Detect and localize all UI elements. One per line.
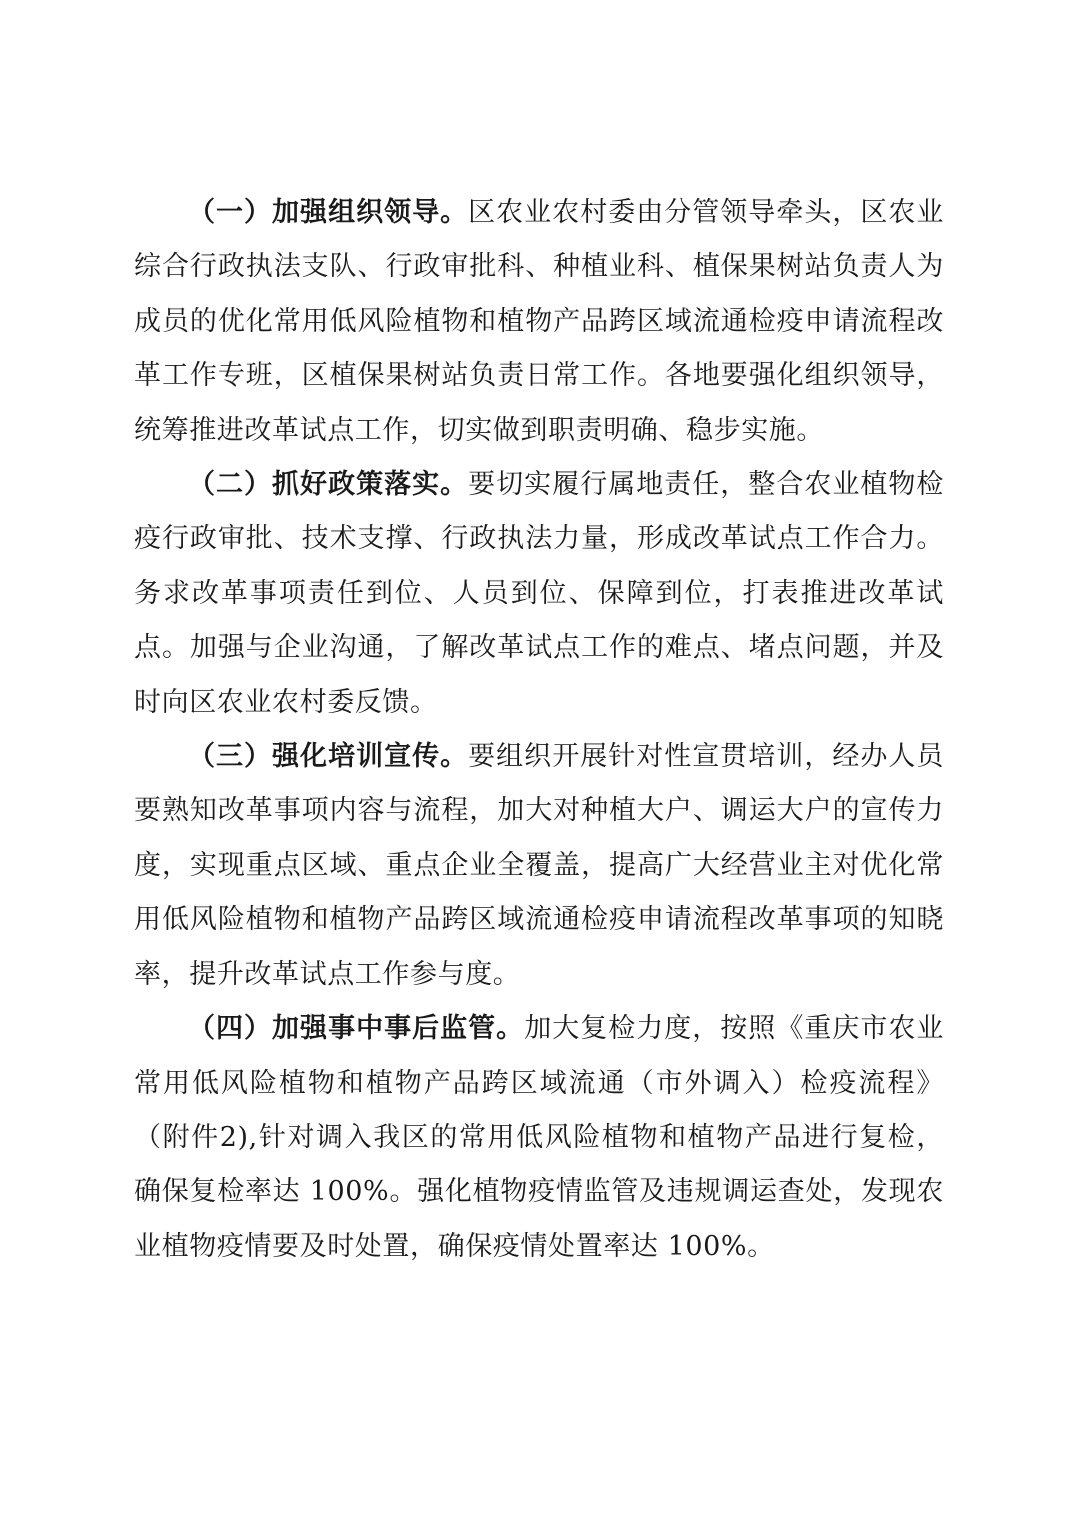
- section-heading-1: （一）加强组织领导。: [188, 197, 469, 228]
- section-heading-4: （四）加强事中事后监管。: [188, 1013, 525, 1045]
- section-heading-3: （三）强化培训宣传。: [188, 741, 469, 773]
- section-body-4: 加大复检力度，按照《重庆市农业常用低风险植物和植物产品跨区域流通（市外调入）检疫流程》（附件2),针对调入我区的常用低风险植物和植物产品进行复检，确保复检率达 100%。强化植物疫情监管及违规调运查处，发现农业植物疫情要及时处置，确保疫情处置率达 100%。: [134, 1013, 945, 1262]
- section-body-3: 要组织开展针对性宣贯培训，经办人员要熟知改革事项内容与流程，加大对种植大户、调运大户的宣传力度，实现重点区域、重点企业全覆盖，提高广大经营业主对优化常用低风险植物和植物产品跨区域流通检疫申请流程改革事项的知晓率，提升改革试点工作参与度。: [134, 741, 944, 990]
- section-body-2: 要切实履行属地责任，整合农业植物检疫行政审批、技术支撑、行政执法力量，形成改革试点工作合力。务求改革事项责任到位、人员到位、保障到位，打表推进改革试点。加强与企业沟通，了解改革试点工作的难点、堵点问题，并及时向区农业农村委反馈。: [134, 469, 944, 718]
- section-paragraph-3: [134, 730, 944, 1002]
- section-paragraph-4: [134, 1002, 944, 1274]
- section-heading-2: （二）抓好政策落实。: [188, 469, 469, 501]
- document-body: [134, 186, 944, 1274]
- section-paragraph-1: [134, 186, 944, 458]
- section-paragraph-2: [134, 458, 944, 730]
- section-body-1: 区农业农村委由分管领导牵头，区农业综合行政执法支队、行政审批科、种植业科、植保果树站负责人为成员的优化常用低风险植物和植物产品跨区域流通检疫申请流程改革工作专班，区植保果树站负责日常工作。各地要强化组织领导，统筹推进改革试点工作，切实做到职责明确、稳步实施。: [134, 197, 944, 446]
